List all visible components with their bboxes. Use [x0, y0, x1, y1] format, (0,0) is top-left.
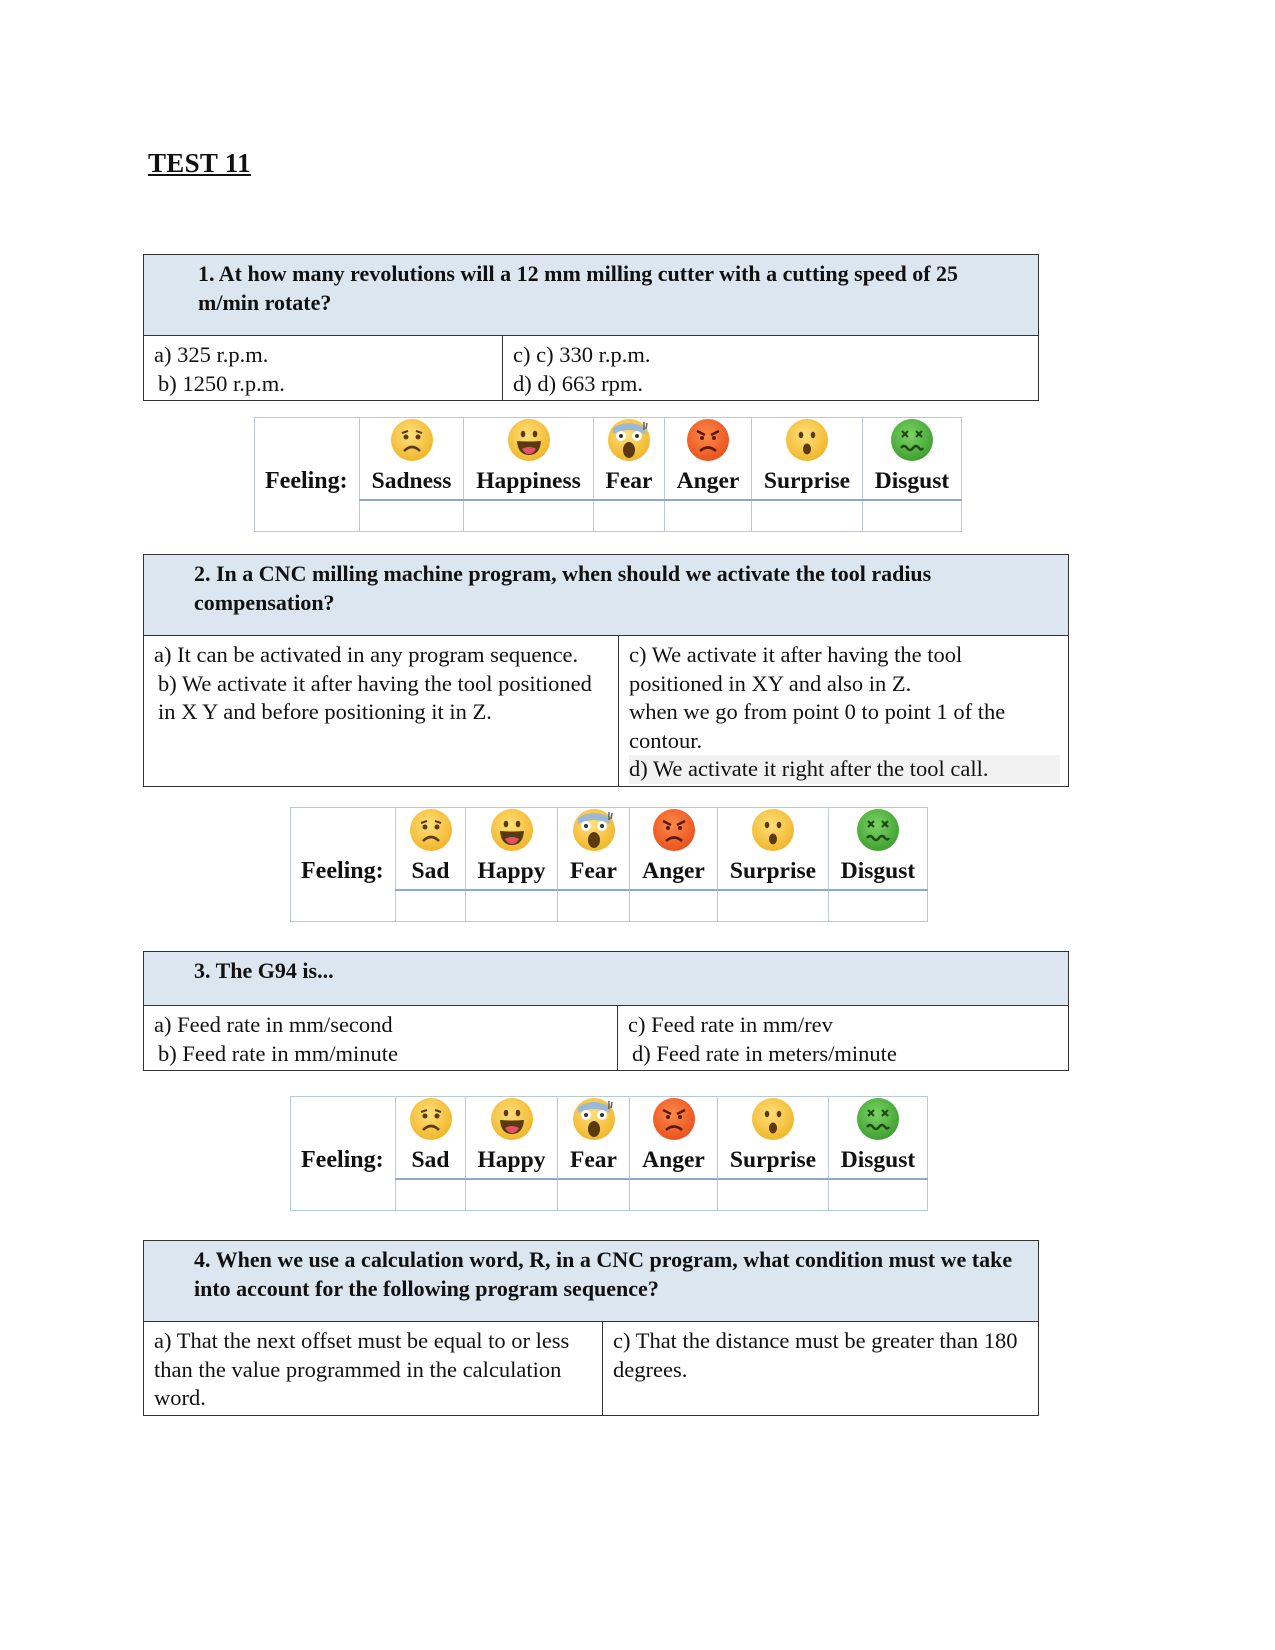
question-2-table	[143, 554, 1069, 787]
emotion-label: Anger	[676, 468, 740, 494]
answer-b: b) We activate it after having the tool positioned in X Y and before positioning it in Z.	[158, 670, 592, 724]
feeling-option-sad[interactable]	[396, 808, 466, 891]
feeling-check-cell[interactable]	[396, 1179, 466, 1211]
emotion-label: Anger	[642, 1147, 705, 1173]
feeling-table-3	[290, 1096, 928, 1211]
feeling-option-fear[interactable]	[594, 418, 665, 501]
answer-c: c) We activate it after having the tool positioned in XY and also in Z.	[629, 642, 963, 696]
happy-face-icon	[507, 418, 551, 462]
emotion-label: Disgust	[874, 468, 950, 494]
feeling-option-happy[interactable]	[466, 808, 558, 891]
feeling-table-2	[290, 807, 928, 922]
disgusted-face-icon	[890, 418, 934, 462]
emotion-label: Sad	[411, 1147, 450, 1173]
answer-d: d) Feed rate in meters/minute	[632, 1040, 897, 1066]
answer-d: d) We activate it right after the tool call.	[629, 755, 1060, 784]
sad-face-icon	[409, 1097, 453, 1141]
emotion-label: Happiness	[476, 468, 581, 494]
feeling-option-disgust[interactable]	[829, 1097, 928, 1180]
emotion-label: Fear	[570, 1147, 617, 1173]
disgusted-face-icon	[856, 1097, 900, 1141]
emotion-label: Disgust	[840, 1147, 916, 1173]
feeling-check-cell[interactable]	[464, 500, 594, 532]
feeling-check-cell[interactable]	[752, 500, 863, 532]
answer-a: a) That the next offset must be equal to or less than the value programmed in the calculation word.	[154, 1328, 570, 1410]
feeling-check-cell[interactable]	[396, 890, 466, 922]
answer-b: b) Feed rate in mm/minute	[158, 1040, 398, 1066]
fear-face-icon	[572, 1097, 616, 1141]
feeling-option-surprise[interactable]	[718, 1097, 829, 1180]
question-4-left-answers	[144, 1322, 603, 1416]
feeling-option-disgust[interactable]	[863, 418, 962, 501]
feeling-option-surprise[interactable]	[718, 808, 829, 891]
question-1-left-answers	[144, 336, 503, 401]
feeling-check-cell[interactable]	[718, 1179, 829, 1211]
feeling-check-cell[interactable]	[558, 1179, 630, 1211]
angry-face-icon	[686, 418, 730, 462]
feeling-check-cell[interactable]	[630, 890, 718, 922]
question-4-text: 4. When we use a calculation word, R, in a CNC program, what condition must we take into account for the following program sequence?	[144, 1241, 1039, 1322]
answer-c: c) Feed rate in mm/rev	[628, 1012, 833, 1037]
feeling-label: Feeling:	[291, 808, 396, 922]
feeling-option-surprise[interactable]	[752, 418, 863, 501]
fear-face-icon	[607, 418, 651, 462]
surprised-face-icon	[785, 418, 829, 462]
feeling-option-sadness[interactable]	[360, 418, 464, 501]
emotion-label: Sad	[411, 858, 450, 884]
feeling-check-cell[interactable]	[360, 500, 464, 532]
answer-a: a) Feed rate in mm/second	[154, 1012, 393, 1037]
feeling-option-anger[interactable]	[630, 808, 718, 891]
feeling-option-happy[interactable]	[466, 1097, 558, 1180]
surprised-face-icon	[751, 808, 795, 852]
happy-face-icon	[490, 808, 534, 852]
feeling-option-anger[interactable]	[630, 1097, 718, 1180]
emotion-label: Sadness	[371, 468, 452, 494]
feeling-check-cell[interactable]	[466, 1179, 558, 1211]
answer-a: a) It can be activated in any program sequence.	[154, 642, 579, 667]
emotion-label: Happy	[477, 858, 546, 884]
question-3-table	[143, 951, 1069, 1071]
feeling-check-cell[interactable]	[558, 890, 630, 922]
feeling-check-cell[interactable]	[829, 1179, 928, 1211]
feeling-option-disgust[interactable]	[829, 808, 928, 891]
answer-c-continued: when we go from point 0 to point 1 of the contour.	[629, 699, 1006, 753]
feeling-check-cell[interactable]	[829, 890, 928, 922]
answer-c: c) That the distance must be greater than 180 degrees.	[613, 1328, 1018, 1382]
feeling-check-cell[interactable]	[630, 1179, 718, 1211]
emotion-label: Anger	[642, 858, 705, 884]
answer-a: a) 325 r.p.m.	[154, 342, 269, 367]
question-4-right-answers	[603, 1322, 1039, 1416]
emotion-label: Fear	[605, 468, 653, 494]
answer-d: d) d) 663 rpm.	[513, 370, 643, 396]
feeling-check-cell[interactable]	[594, 500, 665, 532]
answer-b: b) 1250 r.p.m.	[158, 370, 285, 396]
question-1-text: 1. At how many revolutions will a 12 mm milling cutter with a cutting speed of 25 m/min rotate?	[144, 255, 1039, 336]
angry-face-icon	[652, 808, 696, 852]
sad-face-icon	[409, 808, 453, 852]
question-3-text: 3. The G94 is...	[144, 952, 1069, 1006]
emotion-label: Surprise	[729, 1147, 817, 1173]
disgusted-face-icon	[856, 808, 900, 852]
emotion-label: Fear	[570, 858, 617, 884]
emotion-label: Disgust	[840, 858, 916, 884]
feeling-check-cell[interactable]	[718, 890, 829, 922]
happy-face-icon	[490, 1097, 534, 1141]
sad-face-icon	[390, 418, 434, 462]
feeling-label: Feeling:	[255, 418, 360, 532]
feeling-option-sad[interactable]	[396, 1097, 466, 1180]
feeling-check-cell[interactable]	[466, 890, 558, 922]
emotion-label: Surprise	[763, 468, 851, 494]
test-title: TEST 11	[148, 148, 251, 178]
question-1-right-answers	[503, 336, 1039, 401]
surprised-face-icon	[751, 1097, 795, 1141]
fear-face-icon	[572, 808, 616, 852]
answer-c: c) c) 330 r.p.m.	[513, 342, 651, 367]
feeling-option-fear[interactable]	[558, 1097, 630, 1180]
feeling-option-fear[interactable]	[558, 808, 630, 891]
question-2-text: 2. In a CNC milling machine program, when should we activate the tool radius compensation?	[144, 555, 1069, 636]
emotion-label: Happy	[477, 1147, 546, 1173]
question-3-left-answers	[144, 1006, 618, 1071]
feeling-label: Feeling:	[291, 1097, 396, 1211]
feeling-option-anger[interactable]	[665, 418, 752, 501]
question-4-table	[143, 1240, 1039, 1416]
question-2-right-answers	[619, 636, 1069, 787]
feeling-check-cell[interactable]	[665, 500, 752, 532]
question-1-table	[143, 254, 1039, 401]
emotion-label: Surprise	[729, 858, 817, 884]
feeling-check-cell[interactable]	[863, 500, 962, 532]
question-3-right-answers	[618, 1006, 1069, 1071]
question-2-left-answers	[144, 636, 619, 787]
feeling-option-happiness[interactable]	[464, 418, 594, 501]
feeling-table-1	[254, 417, 962, 532]
angry-face-icon	[652, 1097, 696, 1141]
